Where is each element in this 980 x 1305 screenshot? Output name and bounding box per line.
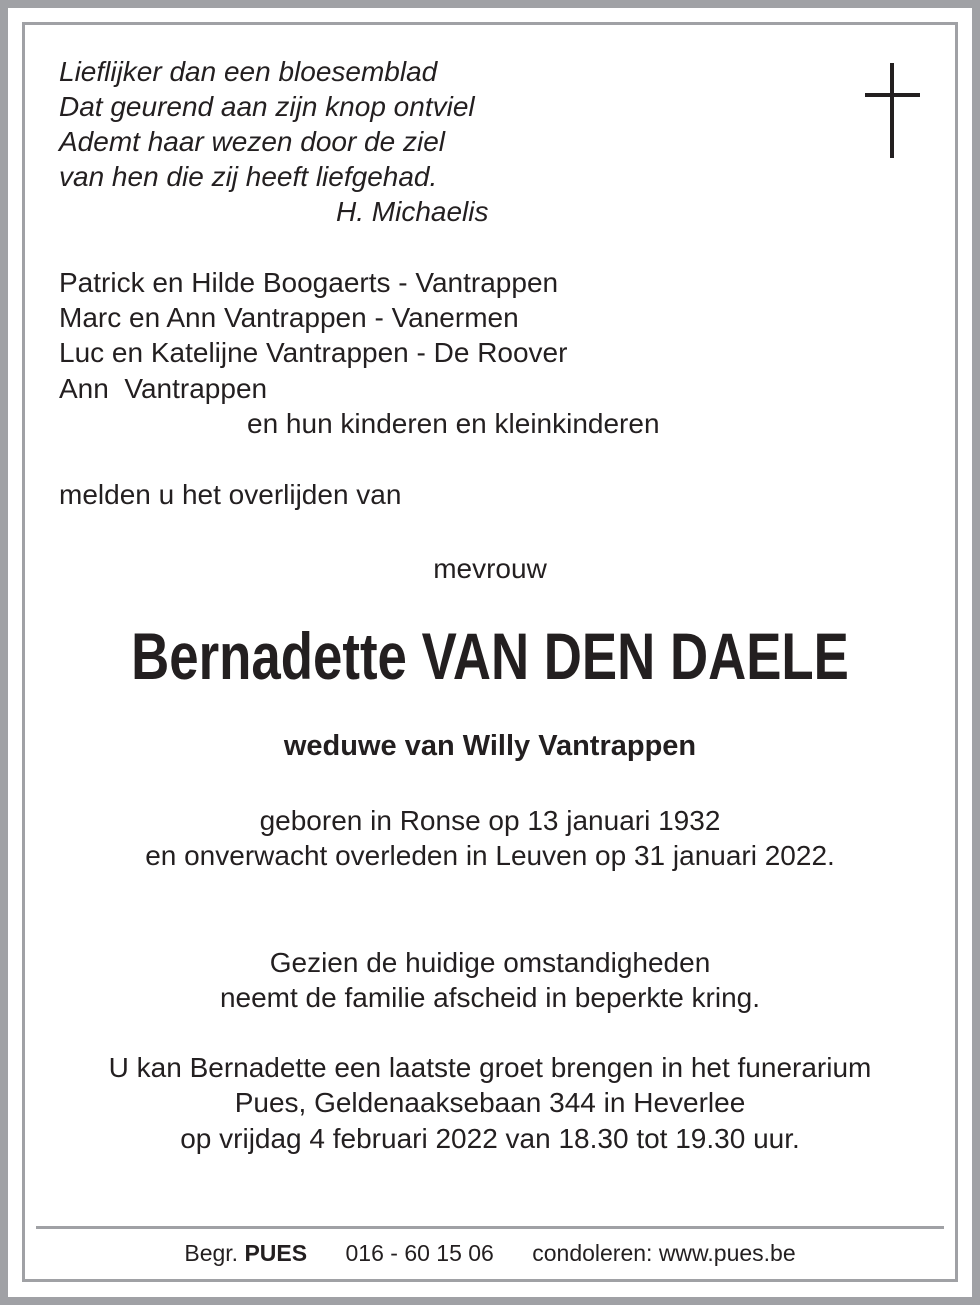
visitation-line: op vrijdag 4 februari 2022 van 18.30 tot 19.30 uur.: [180, 1123, 800, 1154]
poem-line: Dat geurend aan zijn knop ontviel: [59, 91, 475, 122]
birth-line: geboren in Ronse op 13 januari 1932: [259, 805, 721, 836]
footer-divider: [36, 1226, 944, 1229]
footer: [0, 1238, 980, 1268]
poem-author: H. Michaelis: [336, 196, 489, 227]
widow-of: weduwe van Willy Vantrappen: [283, 730, 697, 762]
family-descendants: en hun kinderen en kleinkinderen: [247, 408, 660, 439]
family-line: Luc en Katelijne Vantrappen - De Roover: [59, 337, 568, 368]
family-line: Patrick en Hilde Boogaerts - Vantrappen: [59, 267, 559, 298]
footer-prefix: Begr.: [184, 1240, 239, 1266]
deceased-name: Bernadette VAN DEN DAELE: [131, 619, 849, 693]
footer-phone: 016 - 60 15 06: [345, 1240, 494, 1266]
visitation-line: U kan Bernadette een laatste groet brengen in het funerarium: [108, 1052, 872, 1083]
poem-line: Lieflijker dan een bloesemblad: [59, 56, 438, 87]
footer-condolences: condoleren: www.pues.be: [532, 1240, 796, 1266]
title: mevrouw: [433, 553, 547, 584]
family-line: Marc en Ann Vantrappen - Vanermen: [59, 302, 519, 333]
poem-line: Ademt haar wezen door de ziel: [59, 126, 445, 157]
funeral-home: [184, 1240, 307, 1266]
footer-company: PUES: [244, 1240, 308, 1266]
circumstances-line: neemt de familie afscheid in beperkte kring.: [219, 982, 761, 1013]
circumstances-line: Gezien de huidige omstandigheden: [269, 947, 711, 978]
poem-line: van hen die zij heeft liefgehad.: [59, 161, 438, 192]
death-line: en onverwacht overleden in Leuven op 31 januari 2022.: [145, 840, 835, 871]
visitation-line: Pues, Geldenaaksebaan 344 in Heverlee: [234, 1087, 746, 1118]
announcement: melden u het overlijden van: [59, 479, 402, 510]
family-line: Ann Vantrappen: [59, 373, 268, 404]
